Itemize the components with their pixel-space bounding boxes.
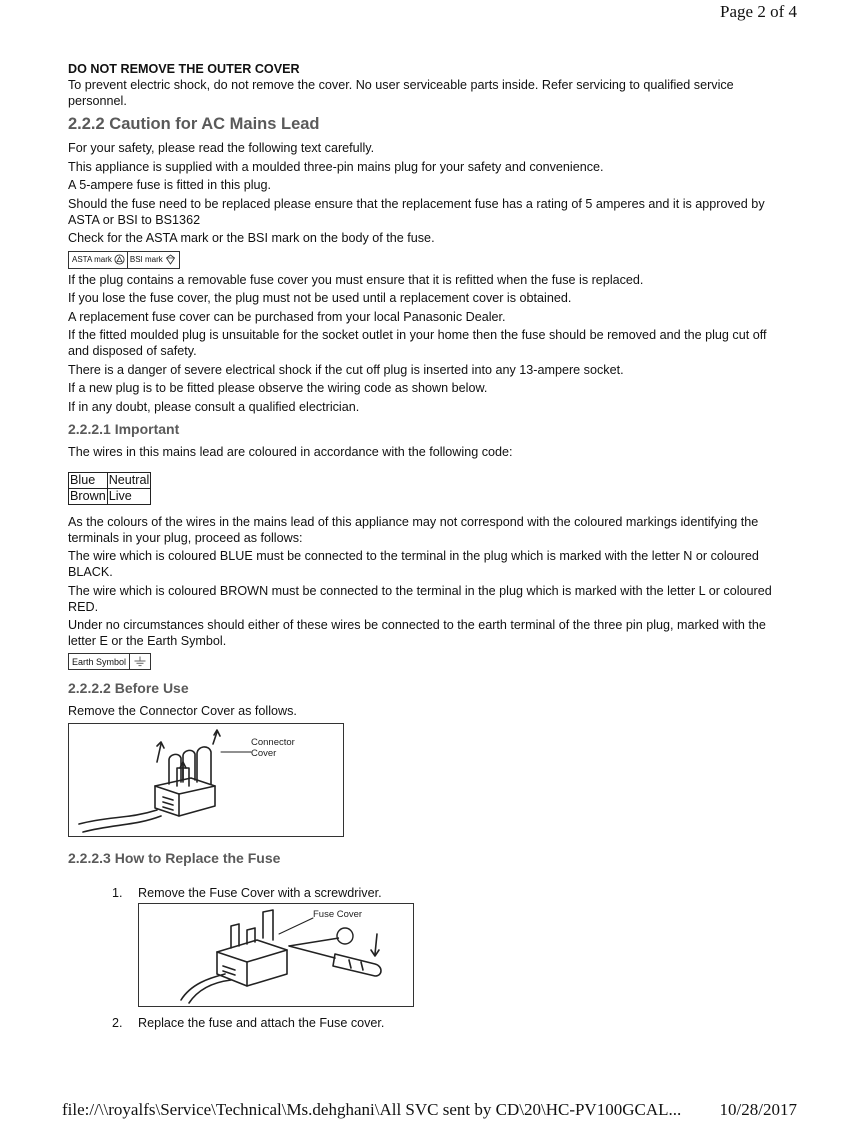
- paragraph: If the fitted moulded plug is unsuitable for the socket outlet in your home then the fuse should be removed and the plug cut off and disposed of safety.: [68, 328, 767, 358]
- step-number: 1.: [112, 886, 123, 900]
- step-item: [68, 1015, 790, 1031]
- paragraph: If the plug contains a removable fuse cover you must ensure that it is refitted when the fuse is replaced.: [68, 272, 644, 287]
- table-row: [69, 472, 151, 488]
- paragraph: There is a danger of severe electrical shock if the cut off plug is inserted into any 13-ampere socket.: [68, 362, 624, 377]
- step-text: Remove the Fuse Cover with a screwdriver.: [138, 886, 382, 900]
- paragraph: If you lose the fuse cover, the plug must not be used until a replacement cover is obtained.: [68, 291, 572, 305]
- paragraph: Should the fuse need to be replaced please ensure that the replacement fuse has a rating of 5 amperes and it is approved by ASTA or BSI to BS1362: [68, 196, 765, 227]
- paragraph: The wire which is coloured BROWN must be connected to the terminal in the plug which is marked with the letter L or coloured RED.: [68, 583, 772, 614]
- paragraph: Remove the Connector Cover as follows.: [68, 704, 297, 718]
- document-body: [68, 61, 790, 1031]
- section-heading-2-2-2-1: 2.2.2.1 Important: [68, 420, 180, 437]
- paragraph: Under no circumstances should either of these wires be connected to the earth terminal of the three pin plug, marked with the letter E or the Earth Symbol.: [68, 618, 766, 648]
- paragraph: For your safety, please read the following text carefully.: [68, 141, 375, 155]
- paragraph: If a new plug is to be fitted please observe the wiring code as shown below.: [68, 381, 488, 395]
- step-number: 2.: [112, 1016, 123, 1030]
- earth-ground-icon: [133, 656, 147, 667]
- connector-cover-label: [251, 737, 295, 759]
- connector-cover-figure: [68, 723, 344, 837]
- table-cell: Neutral: [108, 472, 150, 487]
- bsi-mark-cell: [127, 252, 178, 268]
- step-text: Replace the fuse and attach the Fuse cover.: [138, 1016, 385, 1030]
- warning-text: To prevent electric shock, do not remove the cover. No user serviceable parts inside. Refer servicing to qualified service personnel.: [68, 78, 734, 108]
- wire-colour-table: [68, 472, 151, 505]
- asta-mark-label: ASTA mark: [72, 255, 112, 264]
- footer-file-path: file://\\royalfs\Service\Technical\Ms.dehghani\All SVC sent by CD\20\HC-PV100GCAL...: [62, 1100, 682, 1119]
- section-heading-2-2-2: 2.2.2 Caution for AC Mains Lead: [68, 115, 320, 133]
- footer-date: 10/28/2017: [719, 1100, 797, 1119]
- bsi-kitemark-icon: [165, 254, 176, 265]
- section-heading-2-2-2-2: 2.2.2.2 Before Use: [68, 680, 189, 696]
- table-cell: Live: [107, 488, 151, 504]
- page-number: Page 2 of 4: [720, 2, 797, 21]
- step-item: [68, 885, 790, 901]
- earth-symbol-label: Earth Symbol: [72, 656, 127, 667]
- paragraph: If in any doubt, please consult a qualified electrician.: [68, 399, 360, 414]
- earth-symbol-box: [68, 653, 151, 670]
- paragraph: The wire which is coloured BLUE must be connected to the terminal in the plug which is marked with the letter N or coloured BLACK.: [68, 549, 759, 579]
- asta-mark-icon: [114, 254, 125, 265]
- paragraph: As the colours of the wires in the mains lead of this appliance may not correspond with the coloured markings identifying the terminals in your plug, proceed as follows:: [68, 514, 759, 545]
- paragraph: A 5-ampere fuse is fitted in this plug.: [68, 178, 272, 192]
- plug-connector-cover-illustration: [69, 724, 343, 836]
- paragraph: This appliance is supplied with a moulded three-pin mains plug for your safety and convenience.: [68, 159, 604, 174]
- paragraph: The wires in this mains lead are coloured in accordance with the following code:: [68, 444, 513, 459]
- table-cell: Blue: [69, 472, 108, 488]
- fuse-cover-figure: [138, 903, 414, 1007]
- table-cell: Brown: [70, 488, 106, 503]
- earth-symbol-cell: [129, 654, 150, 669]
- connector-cover-label-line2: Cover: [251, 748, 277, 759]
- asta-mark-cell: [70, 252, 127, 268]
- connector-cover-label-line1: Connector: [251, 737, 295, 748]
- paragraph: A replacement fuse cover can be purchased from your local Panasonic Dealer.: [68, 309, 506, 324]
- table-row: [69, 488, 151, 504]
- fuse-cover-label: Fuse Cover: [313, 909, 363, 920]
- bsi-mark-label: BSI mark: [129, 255, 163, 264]
- plug-screwdriver-illustration: [139, 904, 413, 1006]
- fuse-marks-box: [68, 251, 180, 269]
- section-heading-2-2-2-3: 2.2.2.3 How to Replace the Fuse: [68, 850, 281, 866]
- warning-title: DO NOT REMOVE THE OUTER COVER: [68, 62, 300, 76]
- paragraph: Check for the ASTA mark or the BSI mark on the body of the fuse.: [68, 231, 435, 245]
